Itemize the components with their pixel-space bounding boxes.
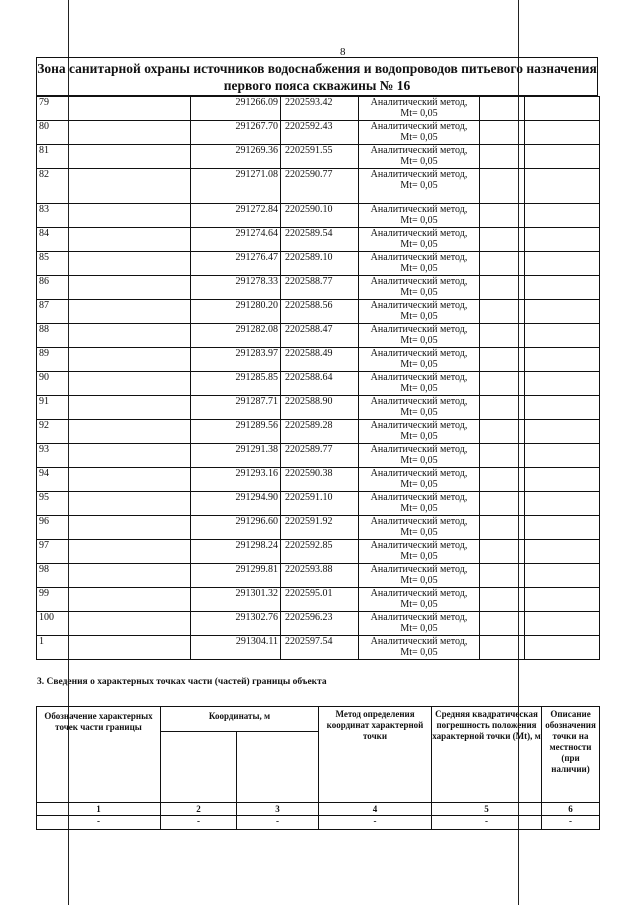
empty-cell (525, 97, 600, 121)
coord-x: 291266.09 (191, 97, 281, 121)
method-text: Аналитический метод, (370, 276, 468, 287)
method-cell (359, 121, 480, 145)
coordinate-row (37, 420, 600, 444)
coord-x: 291278.33 (191, 276, 281, 300)
method-text: Аналитический метод, (370, 169, 468, 180)
accuracy-text: Mt= 0,05 (400, 359, 438, 370)
coord-y: 2202592.85 (281, 540, 359, 564)
coord-x: 291282.08 (191, 324, 281, 348)
method-text: Аналитический метод, (370, 145, 468, 156)
method-cell (359, 276, 480, 300)
empty-cell (525, 612, 600, 636)
coordinate-row (37, 169, 600, 204)
empty-cell (525, 276, 600, 300)
point-number: 1 (37, 636, 191, 660)
empty-cell (480, 324, 525, 348)
method-cell (359, 372, 480, 396)
coord-x: 291267.70 (191, 121, 281, 145)
empty-dash: - (161, 816, 237, 830)
empty-cell (480, 348, 525, 372)
title-line-1: Зона санитарной охраны источников водоснабжения и водопроводов питьевого назначения (37, 61, 597, 76)
coordinate-row (37, 636, 600, 660)
coord-x: 291299.81 (191, 564, 281, 588)
accuracy-text: Mt= 0,05 (400, 156, 438, 167)
method-cell (359, 97, 480, 121)
point-number: 82 (37, 169, 191, 204)
method-text: Аналитический метод, (370, 228, 468, 239)
empty-cell (480, 204, 525, 228)
part-boundary-points-table (36, 706, 600, 830)
empty-cell (525, 252, 600, 276)
empty-cell (480, 252, 525, 276)
coord-x: 291287.71 (191, 396, 281, 420)
point-number: 81 (37, 145, 191, 169)
method-text: Аналитический метод, (370, 468, 468, 479)
point-number: 83 (37, 204, 191, 228)
coordinates-table (36, 96, 600, 660)
empty-cell (480, 420, 525, 444)
coord-x: 291302.76 (191, 612, 281, 636)
empty-cell (480, 636, 525, 660)
empty-cell (525, 420, 600, 444)
empty-cell (525, 588, 600, 612)
method-text: Аналитический метод, (370, 564, 468, 575)
empty-cell (525, 204, 600, 228)
empty-cell (525, 228, 600, 252)
accuracy-text: Mt= 0,05 (400, 527, 438, 538)
coord-y: 2202588.47 (281, 324, 359, 348)
coord-x: 291276.47 (191, 252, 281, 276)
method-cell (359, 492, 480, 516)
empty-cell (480, 492, 525, 516)
accuracy-text: Mt= 0,05 (400, 599, 438, 610)
empty-dash: - (542, 816, 600, 830)
header-accuracy: Средняя квадратическая погрешность положения характерной точки (Mt), м (432, 707, 542, 803)
method-cell (359, 588, 480, 612)
accuracy-text: Mt= 0,05 (400, 108, 438, 119)
accuracy-text: Mt= 0,05 (400, 551, 438, 562)
empty-cell (525, 300, 600, 324)
coordinate-row (37, 516, 600, 540)
coord-y: 2202590.77 (281, 169, 359, 204)
point-number: 95 (37, 492, 191, 516)
coord-y: 2202589.10 (281, 252, 359, 276)
point-number: 79 (37, 97, 191, 121)
coord-y: 2202593.88 (281, 564, 359, 588)
section-3-heading: 3. Сведения о характерных точках части (частей) границы объекта (37, 677, 327, 687)
coord-y: 2202589.77 (281, 444, 359, 468)
empty-cell (525, 145, 600, 169)
coord-y: 2202588.49 (281, 348, 359, 372)
point-number: 99 (37, 588, 191, 612)
method-cell (359, 468, 480, 492)
coordinate-row (37, 348, 600, 372)
method-cell (359, 348, 480, 372)
header-coord-y (237, 732, 319, 803)
coordinate-row (37, 492, 600, 516)
method-text: Аналитический метод, (370, 540, 468, 551)
empty-cell (480, 300, 525, 324)
coordinate-row (37, 204, 600, 228)
coordinate-row (37, 564, 600, 588)
method-text: Аналитический метод, (370, 396, 468, 407)
empty-dash: - (432, 816, 542, 830)
accuracy-text: Mt= 0,05 (400, 503, 438, 514)
coord-y: 2202595.01 (281, 588, 359, 612)
empty-cell (480, 228, 525, 252)
empty-cell (480, 145, 525, 169)
empty-cell (480, 540, 525, 564)
method-cell (359, 300, 480, 324)
coord-y: 2202588.77 (281, 276, 359, 300)
method-text: Аналитический метод, (370, 444, 468, 455)
header-description: Описание обозначения точки на местности (при наличии) (542, 707, 600, 803)
empty-cell (480, 612, 525, 636)
method-cell (359, 444, 480, 468)
method-text: Аналитический метод, (370, 420, 468, 431)
empty-cell (480, 564, 525, 588)
accuracy-text: Mt= 0,05 (400, 335, 438, 346)
method-text: Аналитический метод, (370, 612, 468, 623)
empty-cell (480, 169, 525, 204)
coord-x: 291283.97 (191, 348, 281, 372)
coord-y: 2202590.38 (281, 468, 359, 492)
coordinate-row (37, 396, 600, 420)
col-number: 1 (37, 803, 161, 816)
coord-x: 291289.56 (191, 420, 281, 444)
coord-y: 2202591.10 (281, 492, 359, 516)
title-line-2: первого пояса скважины № 16 (223, 78, 411, 93)
page-number: 8 (340, 46, 346, 58)
point-number: 100 (37, 612, 191, 636)
accuracy-text: Mt= 0,05 (400, 479, 438, 490)
method-text: Аналитический метод, (370, 348, 468, 359)
coordinate-row (37, 324, 600, 348)
accuracy-text: Mt= 0,05 (400, 623, 438, 634)
accuracy-text: Mt= 0,05 (400, 455, 438, 466)
coord-y: 2202592.43 (281, 121, 359, 145)
method-cell (359, 169, 480, 204)
header-coord-x (161, 732, 237, 803)
method-text: Аналитический метод, (370, 324, 468, 335)
coord-y: 2202589.28 (281, 420, 359, 444)
point-number: 85 (37, 252, 191, 276)
coord-x: 291296.60 (191, 516, 281, 540)
header-method: Метод определения координат характерной точки (319, 707, 432, 803)
method-text: Аналитический метод, (370, 300, 468, 311)
method-cell (359, 564, 480, 588)
point-number: 94 (37, 468, 191, 492)
coord-y: 2202593.42 (281, 97, 359, 121)
empty-cell (525, 492, 600, 516)
accuracy-text: Mt= 0,05 (400, 180, 438, 191)
empty-cell (525, 444, 600, 468)
document-title (36, 57, 598, 96)
empty-cell (525, 636, 600, 660)
col-number: 5 (432, 803, 542, 816)
coord-y: 2202588.64 (281, 372, 359, 396)
header-coordinates: Координаты, м (161, 707, 319, 732)
coord-x: 291298.24 (191, 540, 281, 564)
empty-cell (480, 276, 525, 300)
method-text: Аналитический метод, (370, 492, 468, 503)
method-text: Аналитический метод, (370, 516, 468, 527)
accuracy-text: Mt= 0,05 (400, 287, 438, 298)
coord-y: 2202591.92 (281, 516, 359, 540)
accuracy-text: Mt= 0,05 (400, 431, 438, 442)
method-cell (359, 228, 480, 252)
empty-cell (480, 588, 525, 612)
accuracy-text: Mt= 0,05 (400, 311, 438, 322)
method-text: Аналитический метод, (370, 121, 468, 132)
coordinate-row (37, 588, 600, 612)
empty-cell (480, 468, 525, 492)
empty-cell (480, 444, 525, 468)
accuracy-text: Mt= 0,05 (400, 383, 438, 394)
coord-y: 2202588.56 (281, 300, 359, 324)
coordinate-row (37, 121, 600, 145)
accuracy-text: Mt= 0,05 (400, 239, 438, 250)
empty-cell (480, 396, 525, 420)
point-number: 98 (37, 564, 191, 588)
method-text: Аналитический метод, (370, 636, 468, 647)
method-text: Аналитический метод, (370, 204, 468, 215)
coord-x: 291304.11 (191, 636, 281, 660)
coord-x: 291293.16 (191, 468, 281, 492)
coordinate-row (37, 276, 600, 300)
point-number: 92 (37, 420, 191, 444)
coordinate-row (37, 372, 600, 396)
point-number: 93 (37, 444, 191, 468)
accuracy-text: Mt= 0,05 (400, 263, 438, 274)
empty-cell (480, 97, 525, 121)
empty-cell (525, 121, 600, 145)
accuracy-text: Mt= 0,05 (400, 407, 438, 418)
empty-cell (525, 348, 600, 372)
coordinate-row (37, 145, 600, 169)
method-cell (359, 420, 480, 444)
empty-cell (525, 324, 600, 348)
coordinate-row (37, 252, 600, 276)
point-number: 97 (37, 540, 191, 564)
empty-cell (525, 516, 600, 540)
method-cell (359, 612, 480, 636)
method-cell (359, 145, 480, 169)
point-number: 86 (37, 276, 191, 300)
empty-cell (525, 540, 600, 564)
empty-dash: - (237, 816, 319, 830)
coord-y: 2202597.54 (281, 636, 359, 660)
col-number: 4 (319, 803, 432, 816)
coordinate-row (37, 228, 600, 252)
empty-cell (525, 396, 600, 420)
point-number: 90 (37, 372, 191, 396)
col-number: 3 (237, 803, 319, 816)
method-cell (359, 252, 480, 276)
point-number: 96 (37, 516, 191, 540)
col-number: 2 (161, 803, 237, 816)
point-number: 88 (37, 324, 191, 348)
method-cell (359, 516, 480, 540)
point-number: 80 (37, 121, 191, 145)
coord-y: 2202590.10 (281, 204, 359, 228)
accuracy-text: Mt= 0,05 (400, 575, 438, 586)
coordinate-row (37, 444, 600, 468)
empty-cell (525, 372, 600, 396)
coord-y: 2202596.23 (281, 612, 359, 636)
coordinate-row (37, 97, 600, 121)
method-text: Аналитический метод, (370, 97, 468, 108)
method-cell (359, 204, 480, 228)
coordinate-row (37, 612, 600, 636)
coord-x: 291280.20 (191, 300, 281, 324)
method-cell (359, 540, 480, 564)
empty-cell (480, 516, 525, 540)
accuracy-text: Mt= 0,05 (400, 647, 438, 658)
empty-dash: - (37, 816, 161, 830)
empty-cell (525, 564, 600, 588)
coord-y: 2202591.55 (281, 145, 359, 169)
header-designation: Обозначение характерных точек части границы (37, 707, 161, 803)
point-number: 91 (37, 396, 191, 420)
accuracy-text: Mt= 0,05 (400, 132, 438, 143)
col-number: 6 (542, 803, 600, 816)
method-text: Аналитический метод, (370, 588, 468, 599)
empty-cell (480, 121, 525, 145)
coord-x: 291285.85 (191, 372, 281, 396)
coord-x: 291294.90 (191, 492, 281, 516)
coord-x: 291271.08 (191, 169, 281, 204)
coord-y: 2202589.54 (281, 228, 359, 252)
empty-cell (525, 468, 600, 492)
accuracy-text: Mt= 0,05 (400, 215, 438, 226)
method-cell (359, 636, 480, 660)
coordinate-row (37, 468, 600, 492)
empty-dash: - (319, 816, 432, 830)
coord-x: 291269.36 (191, 145, 281, 169)
coord-y: 2202588.90 (281, 396, 359, 420)
point-number: 84 (37, 228, 191, 252)
empty-cell (480, 372, 525, 396)
coordinate-row (37, 300, 600, 324)
method-text: Аналитический метод, (370, 252, 468, 263)
empty-cell (525, 169, 600, 204)
coordinate-row (37, 540, 600, 564)
coord-x: 291291.38 (191, 444, 281, 468)
coord-x: 291274.64 (191, 228, 281, 252)
method-cell (359, 324, 480, 348)
point-number: 87 (37, 300, 191, 324)
coord-x: 291301.32 (191, 588, 281, 612)
method-cell (359, 396, 480, 420)
coord-x: 291272.84 (191, 204, 281, 228)
point-number: 89 (37, 348, 191, 372)
method-text: Аналитический метод, (370, 372, 468, 383)
